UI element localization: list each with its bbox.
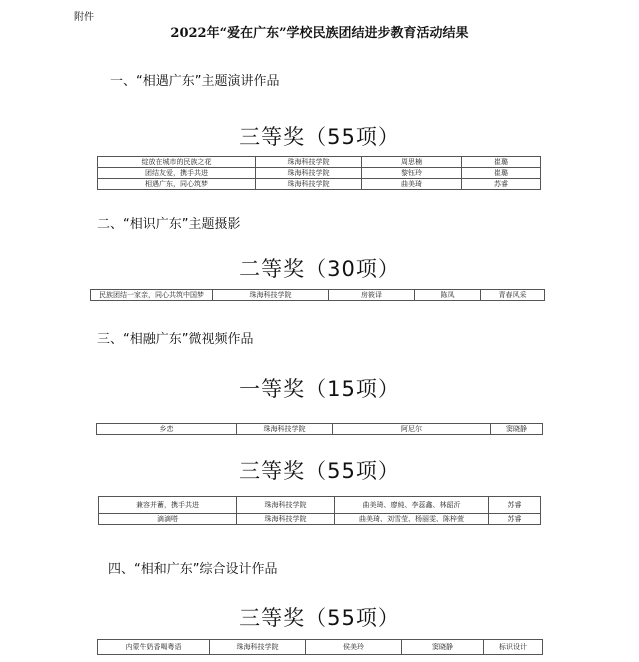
attachment-label: 附件 xyxy=(74,12,94,23)
table-row xyxy=(99,497,541,514)
author-cell: 曲美琦、廖純、李蕊鑫、林韶沂 xyxy=(335,497,489,514)
author-cell: 曲美琦 xyxy=(362,179,462,190)
document-title: 2022年“爱在广东”学校民族团结进步教育活动结果 xyxy=(170,26,469,41)
work-title-cell: 民族团结一家亲，同心共筑中国梦 xyxy=(91,290,213,301)
school-cell: 珠海科技学院 xyxy=(237,424,333,435)
table-row xyxy=(91,290,545,301)
school-cell: 珠海科技学院 xyxy=(256,168,362,179)
table-row xyxy=(98,168,541,179)
award-heading-2: 二等奖（30项） xyxy=(239,257,400,281)
advisor-cell: 陈凤 xyxy=(415,290,481,301)
section-heading-3: 三、“相融广东”微视频作品 xyxy=(97,332,254,347)
results-table-4 xyxy=(98,496,541,525)
author-cell: 房筱译 xyxy=(329,290,415,301)
author-cell: 周思楠 xyxy=(362,157,462,168)
school-cell: 珠海科技学院 xyxy=(256,157,362,168)
table-row xyxy=(98,157,541,168)
results-table-5 xyxy=(97,639,543,655)
advisor-cell: 窦晓静 xyxy=(402,640,484,655)
advisor-cell: 窦晓静 xyxy=(491,424,543,435)
work-title-cell: 乡恋 xyxy=(97,424,237,435)
section-heading-2: 二、“相识广东”主题摄影 xyxy=(97,217,241,232)
category-cell: 标识设计 xyxy=(484,640,543,655)
work-title-cell: 内蒙牛奶香喝粤语 xyxy=(98,640,210,655)
work-title-cell: 滴滴嗒 xyxy=(99,514,237,525)
author-cell: 侯美玲 xyxy=(306,640,402,655)
category-cell: 青春风采 xyxy=(481,290,545,301)
advisor-cell: 崔璐 xyxy=(462,157,541,168)
author-cell: 黎钰玲 xyxy=(362,168,462,179)
work-title-cell: 相遇广东，同心筑梦 xyxy=(98,179,256,190)
school-cell: 珠海科技学院 xyxy=(256,179,362,190)
school-cell: 珠海科技学院 xyxy=(237,497,335,514)
author-cell: 曲美琦、刘雪莹、杨丽雯、陈梓萱 xyxy=(335,514,489,525)
table-row xyxy=(99,514,541,525)
advisor-cell: 苏睿 xyxy=(489,497,541,514)
work-title-cell: 绽放在城市的民族之花 xyxy=(98,157,256,168)
award-heading-3: 一等奖（15项） xyxy=(239,377,400,401)
award-heading-5: 三等奖（55项） xyxy=(239,606,400,630)
table-row xyxy=(98,179,541,190)
work-title-cell: 兼容并蓄，携手共进 xyxy=(99,497,237,514)
advisor-cell: 苏睿 xyxy=(489,514,541,525)
author-cell: 阿尼尔 xyxy=(333,424,491,435)
results-table-3 xyxy=(96,423,543,435)
award-heading-1: 三等奖（55项） xyxy=(239,125,400,149)
school-cell: 珠海科技学院 xyxy=(237,514,335,525)
results-table-1 xyxy=(97,156,541,190)
award-heading-4: 三等奖（55项） xyxy=(239,459,400,483)
section-heading-4: 四、“相和广东”综合设计作品 xyxy=(108,562,278,577)
results-table-2 xyxy=(90,289,545,301)
section-heading-1: 一、“相遇广东”主题演讲作品 xyxy=(110,74,280,89)
advisor-cell: 苏睿 xyxy=(462,179,541,190)
table-row xyxy=(97,424,543,435)
school-cell: 珠海科技学院 xyxy=(210,640,306,655)
work-title-cell: 团结友爱，携手共进 xyxy=(98,168,256,179)
table-row xyxy=(98,640,543,655)
school-cell: 珠海科技学院 xyxy=(213,290,329,301)
advisor-cell: 崔璐 xyxy=(462,168,541,179)
